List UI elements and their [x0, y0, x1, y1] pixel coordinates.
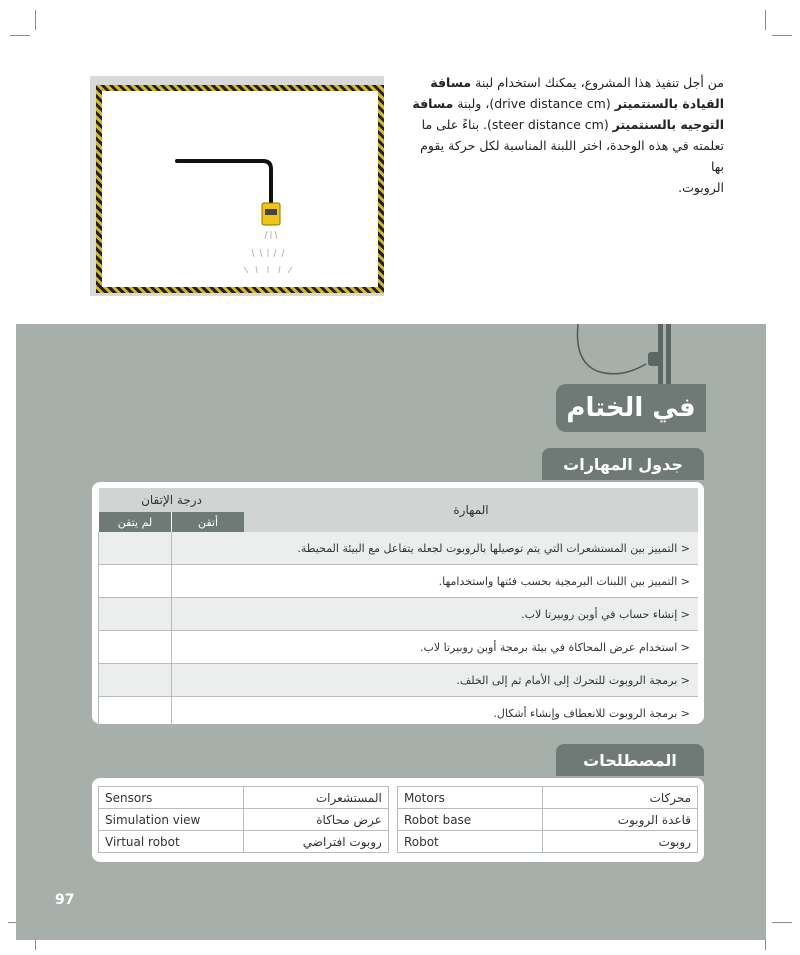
term-english: Simulation view: [99, 809, 244, 831]
term-english: Motors: [397, 787, 542, 809]
robot-trail-line: [177, 161, 271, 203]
term-english: Robot: [397, 831, 542, 853]
crop-mark: [10, 35, 30, 36]
table-row: [99, 664, 699, 697]
not-mastered-cell[interactable]: [99, 598, 172, 631]
crop-mark: [35, 10, 36, 30]
terms-gap: [388, 787, 397, 809]
mastered-cell[interactable]: [172, 598, 245, 631]
robot-sensor-icon: [265, 209, 277, 215]
mastered-header: أتقن: [172, 512, 245, 532]
skill-header: المهارة: [244, 488, 698, 532]
not-mastered-cell[interactable]: [99, 697, 172, 730]
mastered-cell[interactable]: [172, 532, 245, 565]
intro-text: الروبوت.: [678, 180, 724, 195]
term-english: Robot base: [397, 809, 542, 831]
term-english: Virtual robot: [99, 831, 244, 853]
mastered-cell[interactable]: [172, 697, 245, 730]
terms-table: [98, 786, 698, 853]
terms-gap: [388, 831, 397, 853]
table-row: [99, 697, 699, 730]
skill-text: < التمييز بين اللبنات البرمجية بحسب فئتها واستخدامها.: [244, 565, 698, 598]
term-english: Sensors: [99, 787, 244, 809]
skill-text: < التمييز بين المستشعرات التي يتم توصيلها بالروبوت لجعله يتفاعل مع البيئة المحيطة.: [244, 532, 698, 565]
table-row: [99, 631, 699, 664]
crop-mark: [772, 35, 792, 36]
skills-section-title: جدول المهارات: [542, 448, 704, 480]
intro-text: (drive distance cm)، ولبنة: [453, 96, 615, 111]
term-arabic: روبوت افتراضي: [243, 831, 388, 853]
robot-path-illustration: [102, 91, 366, 275]
intro-bold: التوجيه بالسنتميتر: [612, 117, 724, 132]
intro-paragraph: [412, 72, 724, 198]
intro-bold: مسافة: [412, 96, 454, 111]
skills-card: [92, 482, 704, 724]
page-number: 97: [55, 892, 75, 908]
terms-section-title: المصطلحات: [556, 744, 704, 776]
simulation-floor: [96, 85, 384, 293]
skill-text: < برمجة الروبوت للانعطاف وإنشاء أشكال.: [493, 706, 690, 720]
mastery-header: درجة الإتقان: [99, 488, 245, 512]
terms-card: [92, 778, 704, 862]
skill-text: < استخدام عرض المحاكاة في بيئة برمجة أوبن روبيرتا لاب.: [244, 631, 698, 664]
closing-title: في الختام: [556, 384, 706, 432]
mastered-cell[interactable]: [172, 664, 245, 697]
term-arabic: قاعدة الروبوت: [542, 809, 697, 831]
term-arabic: عرض محاكاة: [243, 809, 388, 831]
sensor-rays-icon: [244, 231, 292, 273]
crop-mark: [772, 922, 792, 923]
table-row: [99, 787, 698, 809]
not-mastered-cell[interactable]: [99, 565, 172, 598]
intro-text: (steer distance cm). بناءً على ما: [421, 117, 613, 132]
table-row: [99, 831, 698, 853]
skill-text: < برمجة الروبوت للتحرك إلى الأمام ثم إلى الخلف.: [244, 664, 698, 697]
table-row: [99, 565, 699, 598]
intro-text: من أجل تنفيذ هذا المشروع، يمكنك استخدام لبنة: [471, 75, 724, 90]
table-row: [99, 532, 699, 565]
term-arabic: روبوت: [542, 831, 697, 853]
term-arabic: المستشعرات: [243, 787, 388, 809]
intro-bold: القيادة بالسنتميتر: [614, 96, 724, 111]
mastered-cell[interactable]: [172, 631, 245, 664]
not-mastered-cell[interactable]: [99, 631, 172, 664]
simulation-image: [90, 76, 384, 296]
table-row: [99, 809, 698, 831]
skill-text: < إنشاء حساب في أوبن روبيرتا لاب.: [244, 598, 698, 631]
table-row: [99, 598, 699, 631]
not-mastered-cell[interactable]: [99, 532, 172, 565]
term-arabic: محركات: [542, 787, 697, 809]
intro-bold: مسافة: [430, 75, 472, 90]
skills-table: [98, 488, 698, 729]
not-mastered-header: لم يتقن: [99, 512, 172, 532]
intro-text: تعلمته في هذه الوحدة، اختر اللبنة المناسبة لكل حركة يقوم بها: [420, 138, 724, 174]
mastered-cell[interactable]: [172, 565, 245, 598]
not-mastered-cell[interactable]: [99, 664, 172, 697]
terms-gap: [388, 809, 397, 831]
crop-mark: [765, 10, 766, 30]
